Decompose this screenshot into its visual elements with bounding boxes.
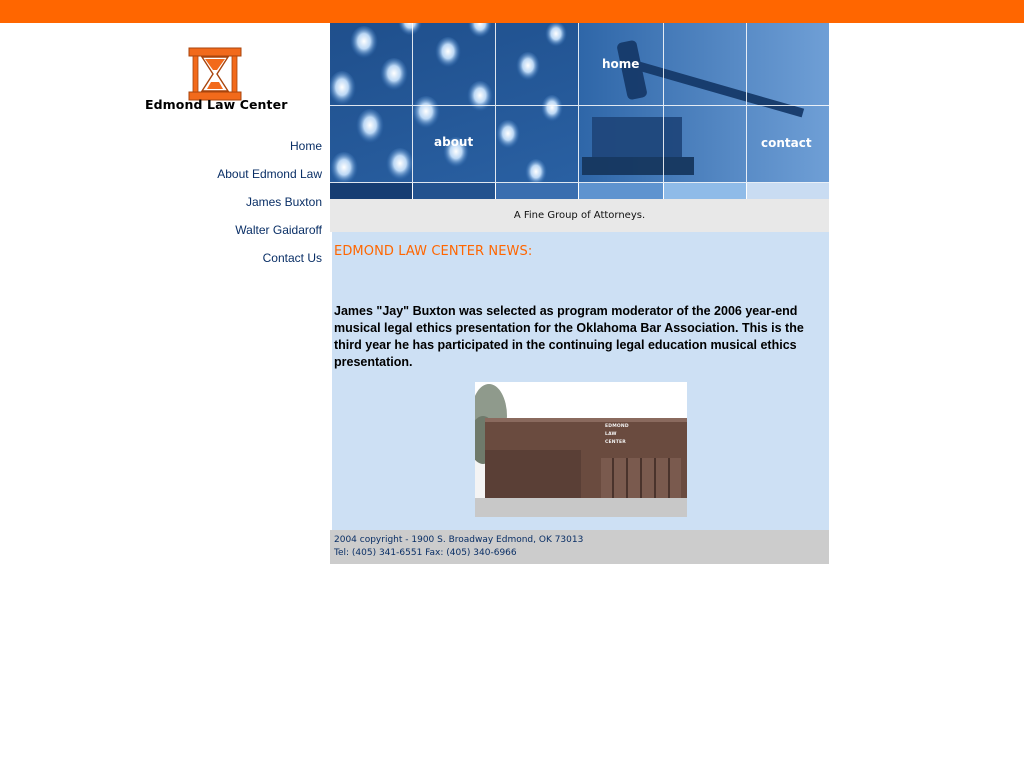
sign-line-2: LAW	[605, 432, 617, 437]
building-photo	[475, 382, 687, 517]
news-heading: EDMOND LAW CENTER NEWS:	[334, 244, 533, 259]
sign-line-1: EDMOND	[605, 424, 629, 429]
footer	[330, 530, 829, 564]
top-accent-bar	[0, 0, 1024, 23]
news-body: James "Jay" Buxton was selected as program moderator of the 2006 year-end musical legal ethics presentation for the Oklahoma Bar Association. This is the third year he has participated in the continuing legal education musical ethics presentation.	[334, 304, 804, 369]
nav-link-about[interactable]: About Edmond Law	[217, 167, 322, 181]
tagline: A Fine Group of Attorneys.	[330, 199, 829, 232]
news-panel	[331, 232, 830, 530]
nav-link-walter-gaidaroff[interactable]: Walter Gaidaroff	[235, 223, 322, 237]
header-banner	[330, 23, 829, 199]
banner-home-link[interactable]: home	[602, 57, 640, 71]
footer-address: 2004 copyright - 1900 S. Broadway Edmond, OK 73013	[334, 535, 584, 545]
sidebar-nav	[150, 138, 322, 278]
banner-contact-link[interactable]: contact	[761, 136, 812, 150]
sign-line-3: CENTER	[605, 440, 626, 445]
site-name: Edmond Law Center	[145, 97, 288, 112]
nav-link-james-buxton[interactable]: James Buxton	[245, 195, 322, 209]
nav-link-home[interactable]: Home	[289, 139, 322, 153]
banner-about-link[interactable]: about	[434, 135, 474, 149]
nav-link-contact[interactable]: Contact Us	[262, 251, 322, 265]
footer-phone: Tel: (405) 341-6551 Fax: (405) 340-6966	[334, 548, 517, 558]
